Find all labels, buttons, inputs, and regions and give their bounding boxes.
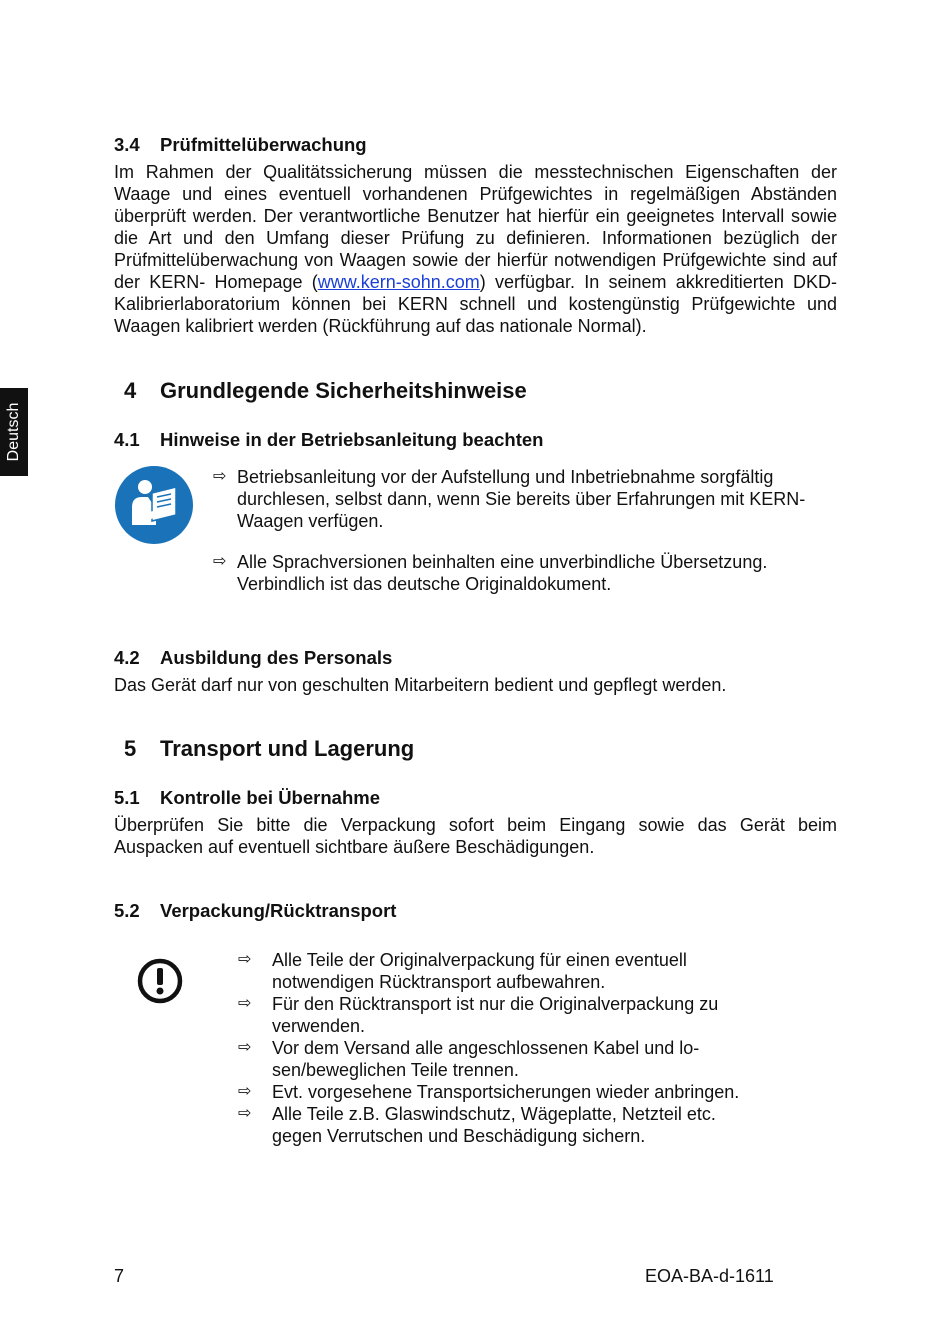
paragraph-3-4 bbox=[114, 161, 837, 337]
document-id: EOA-BA-d-1611 bbox=[645, 1266, 774, 1286]
heading-title: Prüfmittelüberwachung bbox=[160, 134, 367, 155]
heading-number: 3.4 bbox=[114, 134, 140, 155]
arrow-right-icon: ⇨ bbox=[238, 995, 252, 1012]
language-tab bbox=[0, 388, 28, 476]
read-manual-icon bbox=[114, 465, 194, 545]
arrow-right-icon: ⇨ bbox=[238, 1039, 252, 1056]
heading-title: Grundlegende Sicherheitshinweise bbox=[160, 378, 527, 403]
list-item bbox=[238, 949, 798, 993]
paragraph-5-1: Überprüfen Sie bitte die Verpackung sofort beim Eingang sowie das Gerät beim Auspacken auf eventuell sichtbare äußere Beschädigungen. bbox=[114, 815, 837, 857]
paragraph-4-2: Das Gerät darf nur von geschulten Mitarbeitern bedient und gepflegt werden. bbox=[114, 675, 727, 695]
list-item-text: Alle Teile der Originalverpackung für einen eventuell notwendigen Rücktransport aufbewahren. bbox=[272, 950, 687, 992]
heading-number: 5.2 bbox=[114, 900, 140, 921]
heading-3-4 bbox=[114, 134, 367, 156]
heading-number: 4.2 bbox=[114, 647, 140, 668]
arrow-right-icon: ⇨ bbox=[238, 951, 252, 968]
heading-number: 5.1 bbox=[114, 787, 140, 808]
heading-4-2 bbox=[114, 647, 392, 669]
arrow-right-icon: ⇨ bbox=[213, 468, 227, 485]
kern-sohn-link[interactable]: www.kern-sohn.com bbox=[317, 272, 480, 292]
list-item-text: Alle Teile z.B. Glaswindschutz, Wägeplatte, Netzteil etc. gegen Verrutschen und Beschädigung sichern. bbox=[272, 1104, 716, 1146]
heading-5 bbox=[124, 736, 414, 762]
list-item-text: Evt. vorgesehene Transportsicherungen wieder anbringen. bbox=[272, 1082, 740, 1102]
heading-title: Transport und Lagerung bbox=[160, 736, 415, 761]
arrow-right-icon: ⇨ bbox=[238, 1083, 252, 1100]
paragraph-text-2: ) verfügbar. In seinem akkreditierten DKD- Kalibrierlaboratorium können bei KERN schnell und kostengünstig Prüfgewichte und Waagen kalibriert werden (Rückführung auf das nationale Normal). bbox=[114, 272, 837, 336]
list-item bbox=[238, 993, 798, 1037]
heading-number: 4 bbox=[124, 378, 137, 403]
warning-exclamation-icon bbox=[136, 957, 184, 1005]
arrow-right-icon: ⇨ bbox=[238, 1105, 252, 1122]
list-item bbox=[238, 1081, 798, 1103]
arrow-right-icon: ⇨ bbox=[213, 553, 227, 570]
heading-title: Kontrolle bei Übernahme bbox=[160, 787, 380, 808]
list-item-text: Für den Rücktransport ist nur die Originalverpackung zu verwenden. bbox=[272, 994, 719, 1036]
list-item bbox=[238, 1103, 798, 1147]
list-item bbox=[238, 1037, 798, 1081]
heading-title: Hinweise in der Betriebsanleitung beachten bbox=[160, 429, 544, 450]
heading-number: 5 bbox=[124, 736, 137, 761]
list-item bbox=[213, 466, 833, 532]
paragraph-text-1: Im Rahmen der Qualitätssicherung müssen die messtechnischen Eigenschaften der Waage und eines eventuell vorhandenen Prüfgewichtes in regelmäßigen Abständen überprüft werden. Der verantwortliche Benutzer hat hierfür ein geeignetes Intervall sowie die Art und den Umfang dieser Prüfung zu definieren. Informationen bezüglich der Prüfmittelüberwachung von Waagen sowie der hierfür notwendigen Prüfgewichte sind auf der KERN- Homepage ( bbox=[114, 162, 837, 292]
heading-title: Ausbildung des Personals bbox=[160, 647, 393, 668]
list-item-text: Alle Sprachversionen beinhalten eine unverbindliche Übersetzung. Verbindlich ist das deutsche Originaldokument. bbox=[237, 552, 768, 594]
heading-5-1 bbox=[114, 787, 380, 809]
heading-title: Verpackung/Rücktransport bbox=[160, 900, 397, 921]
language-tab-label: Deutsch bbox=[5, 402, 22, 462]
list-item bbox=[213, 551, 833, 595]
heading-4 bbox=[124, 378, 527, 404]
heading-4-1 bbox=[114, 429, 543, 451]
page-number: 7 bbox=[114, 1266, 125, 1286]
list-item-text: Betriebsanleitung vor der Aufstellung und Inbetriebnahme sorgfältig durchlesen, selbst dann, wenn Sie bereits über Erfahrungen mit KERN- Waagen verfügen. bbox=[237, 467, 806, 531]
heading-number: 4.1 bbox=[114, 429, 140, 450]
heading-5-2 bbox=[114, 900, 396, 922]
list-item-text: Vor dem Versand alle angeschlossenen Kabel und lo-sen/beweglichen Teile trennen. bbox=[272, 1038, 700, 1080]
